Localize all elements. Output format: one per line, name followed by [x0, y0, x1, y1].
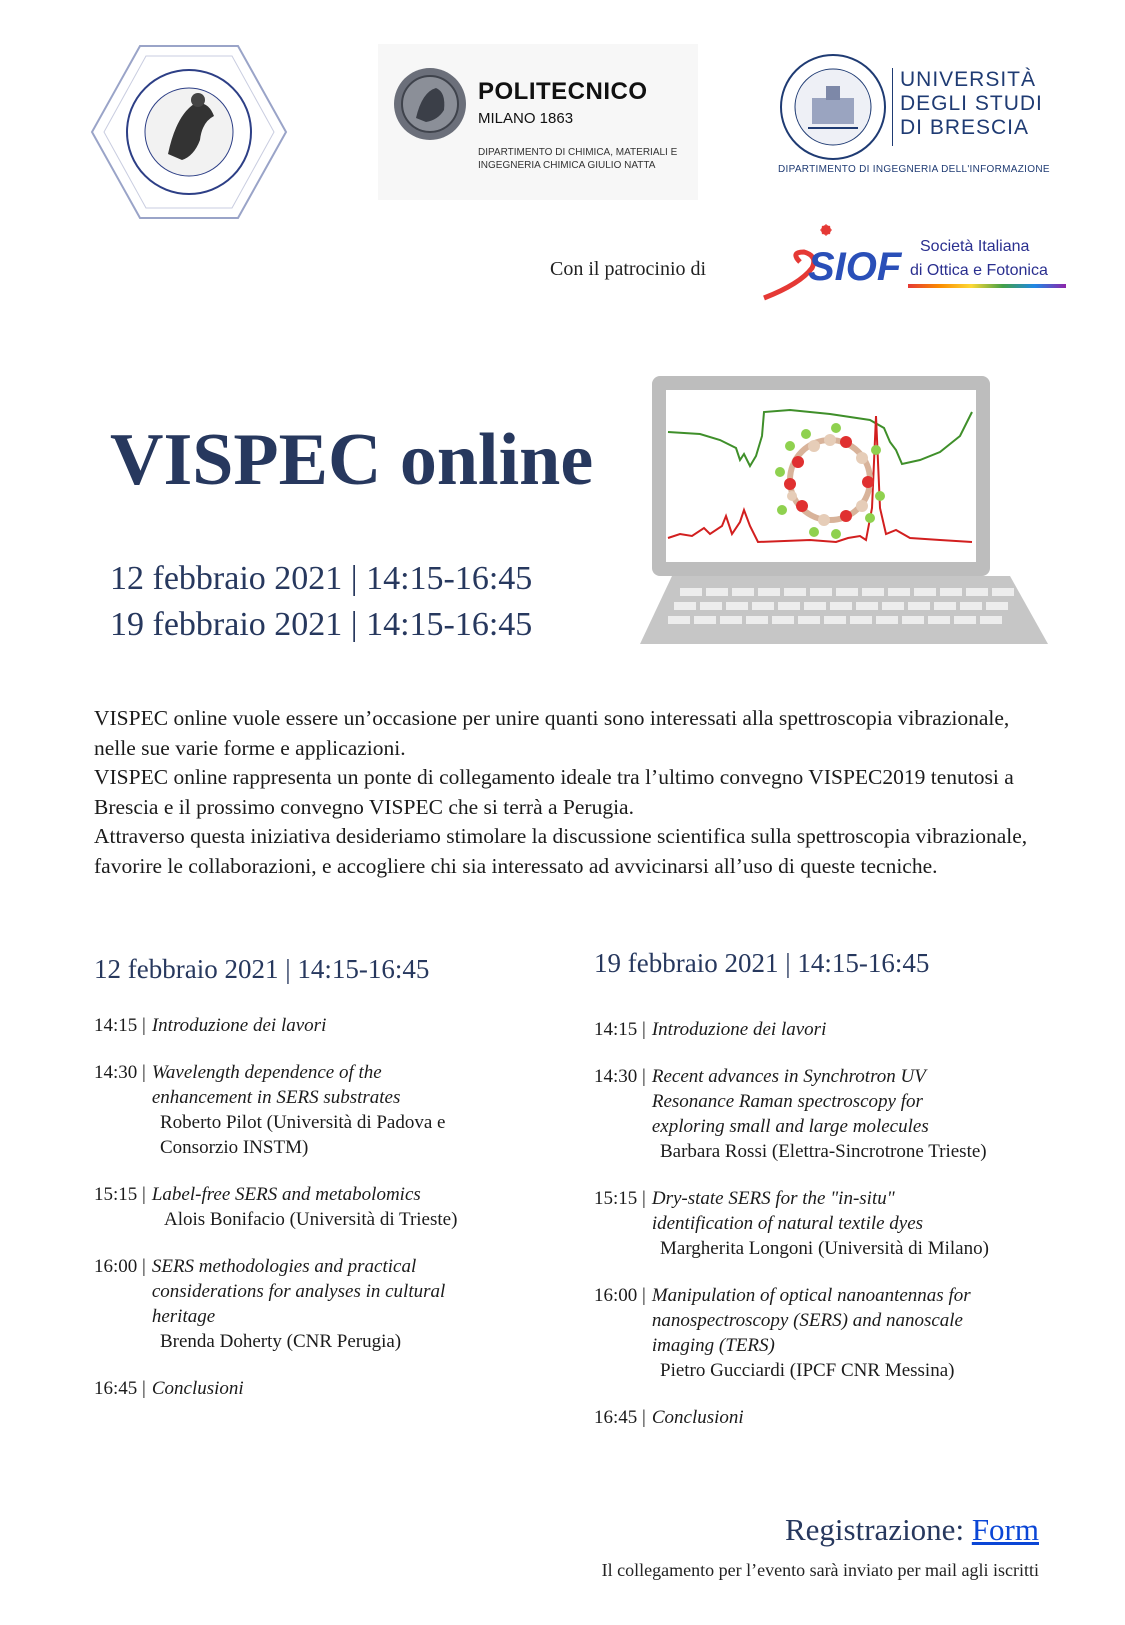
slot-speaker: Alois Bonifacio (Università di Trieste): [164, 1209, 458, 1230]
slot-talk: SERS methodologies and practical considerations for analyses in cultural heritage: [151, 1256, 446, 1327]
siof-name-line1: Società Italiana: [920, 238, 1030, 255]
program-slot: [94, 1182, 554, 1232]
brescia-seal-icon: [778, 52, 888, 162]
siof-logo: [760, 222, 1080, 304]
politecnico-seal-icon: [392, 66, 468, 142]
registration-form-link[interactable]: Form: [971, 1512, 1039, 1547]
program-slot: [594, 1017, 1054, 1042]
slot-talk: Wavelength dependence of the enhancement in SERS substrates: [151, 1062, 401, 1108]
slot-time: 16:00 |: [94, 1256, 146, 1277]
registration: [785, 1512, 1039, 1548]
brescia-name-line3: DI BRESCIA: [900, 116, 1030, 139]
registration-note: Il collegamento per l’evento sarà inviato per mail agli iscritti: [601, 1560, 1039, 1580]
registration-label: Registrazione:: [785, 1512, 965, 1547]
slot-talk: Manipulation of optical nanoantennas for nanospectroscopy (SERS) and nanoscale imaging (TERS): [651, 1285, 971, 1356]
program-slot: [94, 1376, 554, 1401]
slot-time: 15:15 |: [94, 1184, 146, 1205]
intro-paragraph: VISPEC online vuole essere un’occasione per unire quanti sono interessati alla spettroscopia vibrazionale, nelle sue varie forme e applicazioni.: [94, 706, 1010, 760]
intro-text: [94, 704, 1054, 882]
slot-speaker: Roberto Pilot (Università di Padova e Consorzio INSTM): [160, 1112, 446, 1158]
program-slot: [594, 1064, 1054, 1164]
slot-speaker: Margherita Longoni (Università di Milano): [660, 1238, 989, 1259]
siof-rainbow-bar: [908, 284, 1066, 288]
brescia-name-line2: DEGLI STUDI: [900, 92, 1043, 115]
siof-mark: SIOF: [808, 245, 902, 289]
slot-talk: Recent advances in Synchrotron UV Resonance Raman spectroscopy for exploring small and large molecules: [651, 1066, 929, 1137]
laptop-spectrum-illustration: [640, 376, 1060, 672]
program-slot: [594, 1186, 1054, 1261]
politecnico-department: DIPARTIMENTO DI CHIMICA, MATERIALI E INGEGNERIA CHIMICA GIULIO NATTA: [478, 147, 678, 171]
event-date-1: 12 febbraio 2021 | 14:15-16:45: [110, 560, 533, 597]
slot-talk: Conclusioni: [151, 1378, 244, 1399]
slot-time: 14:15 |: [594, 1019, 646, 1040]
slot-time: 14:15 |: [94, 1015, 146, 1036]
program-day-1-heading: 12 febbraio 2021 | 14:15-16:45: [94, 954, 430, 984]
brescia-logo: [778, 46, 1078, 186]
perugia-department-logo: [90, 42, 288, 222]
program-slot: [594, 1405, 1054, 1430]
slot-time: 14:30 |: [94, 1062, 146, 1083]
slot-time: 16:45 |: [594, 1407, 646, 1428]
slot-talk: Dry-state SERS for the "in-situ" identification of natural textile dyes: [651, 1188, 924, 1234]
program-slot: [94, 1254, 554, 1354]
slot-speaker: Barbara Rossi (Elettra-Sincrotrone Trieste): [660, 1141, 987, 1162]
program-day-2-heading: 19 febbraio 2021 | 14:15-16:45: [594, 948, 930, 978]
brescia-name-line1: UNIVERSITÀ: [900, 68, 1037, 91]
politecnico-city: MILANO 1863: [478, 110, 574, 127]
politecnico-logo: [378, 44, 698, 200]
brescia-separator: [892, 68, 893, 146]
brescia-department: DIPARTIMENTO DI INGEGNERIA DELL'INFORMAZIONE: [778, 164, 1050, 175]
program-slot: [594, 1283, 1054, 1383]
slot-talk: Introduzione dei lavori: [651, 1019, 827, 1040]
slot-talk: Conclusioni: [651, 1407, 744, 1428]
slot-time: 15:15 |: [594, 1188, 646, 1209]
siof-name-line2: di Ottica e Fotonica: [910, 262, 1048, 279]
patronage-label: Con il patrocinio di: [550, 258, 707, 280]
intro-paragraph: VISPEC online rappresenta un ponte di collegamento ideale tra l’ultimo convegno VISPEC2019 tenutosi a Brescia e il prossimo convegno VISPEC che si terrà a Perugia.: [94, 765, 1014, 819]
program-slot: [94, 1013, 554, 1038]
event-title: VISPEC online: [110, 419, 594, 501]
slot-time: 16:00 |: [594, 1285, 646, 1306]
slot-time: 16:45 |: [94, 1378, 146, 1399]
program-day-1: [94, 954, 554, 1423]
politecnico-name: POLITECNICO: [478, 78, 648, 105]
slot-speaker: Brenda Doherty (CNR Perugia): [160, 1331, 402, 1352]
slot-time: 14:30 |: [594, 1066, 646, 1087]
slot-talk: Introduzione dei lavori: [151, 1015, 327, 1036]
program-day-2: [594, 948, 1054, 1452]
program-slot: [94, 1060, 554, 1160]
event-date-2: 19 febbraio 2021 | 14:15-16:45: [110, 606, 533, 643]
intro-paragraph: Attraverso questa iniziativa desideriamo stimolare la discussione scientifica sulla spettroscopia vibrazionale, favorire le collaborazioni, e accogliere chi sia interessato ad avvicinarsi all’uso di queste tecniche.: [94, 824, 1028, 878]
slot-speaker: Pietro Gucciardi (IPCF CNR Messina): [660, 1360, 955, 1381]
slot-talk: Label-free SERS and metabolomics: [151, 1184, 421, 1205]
